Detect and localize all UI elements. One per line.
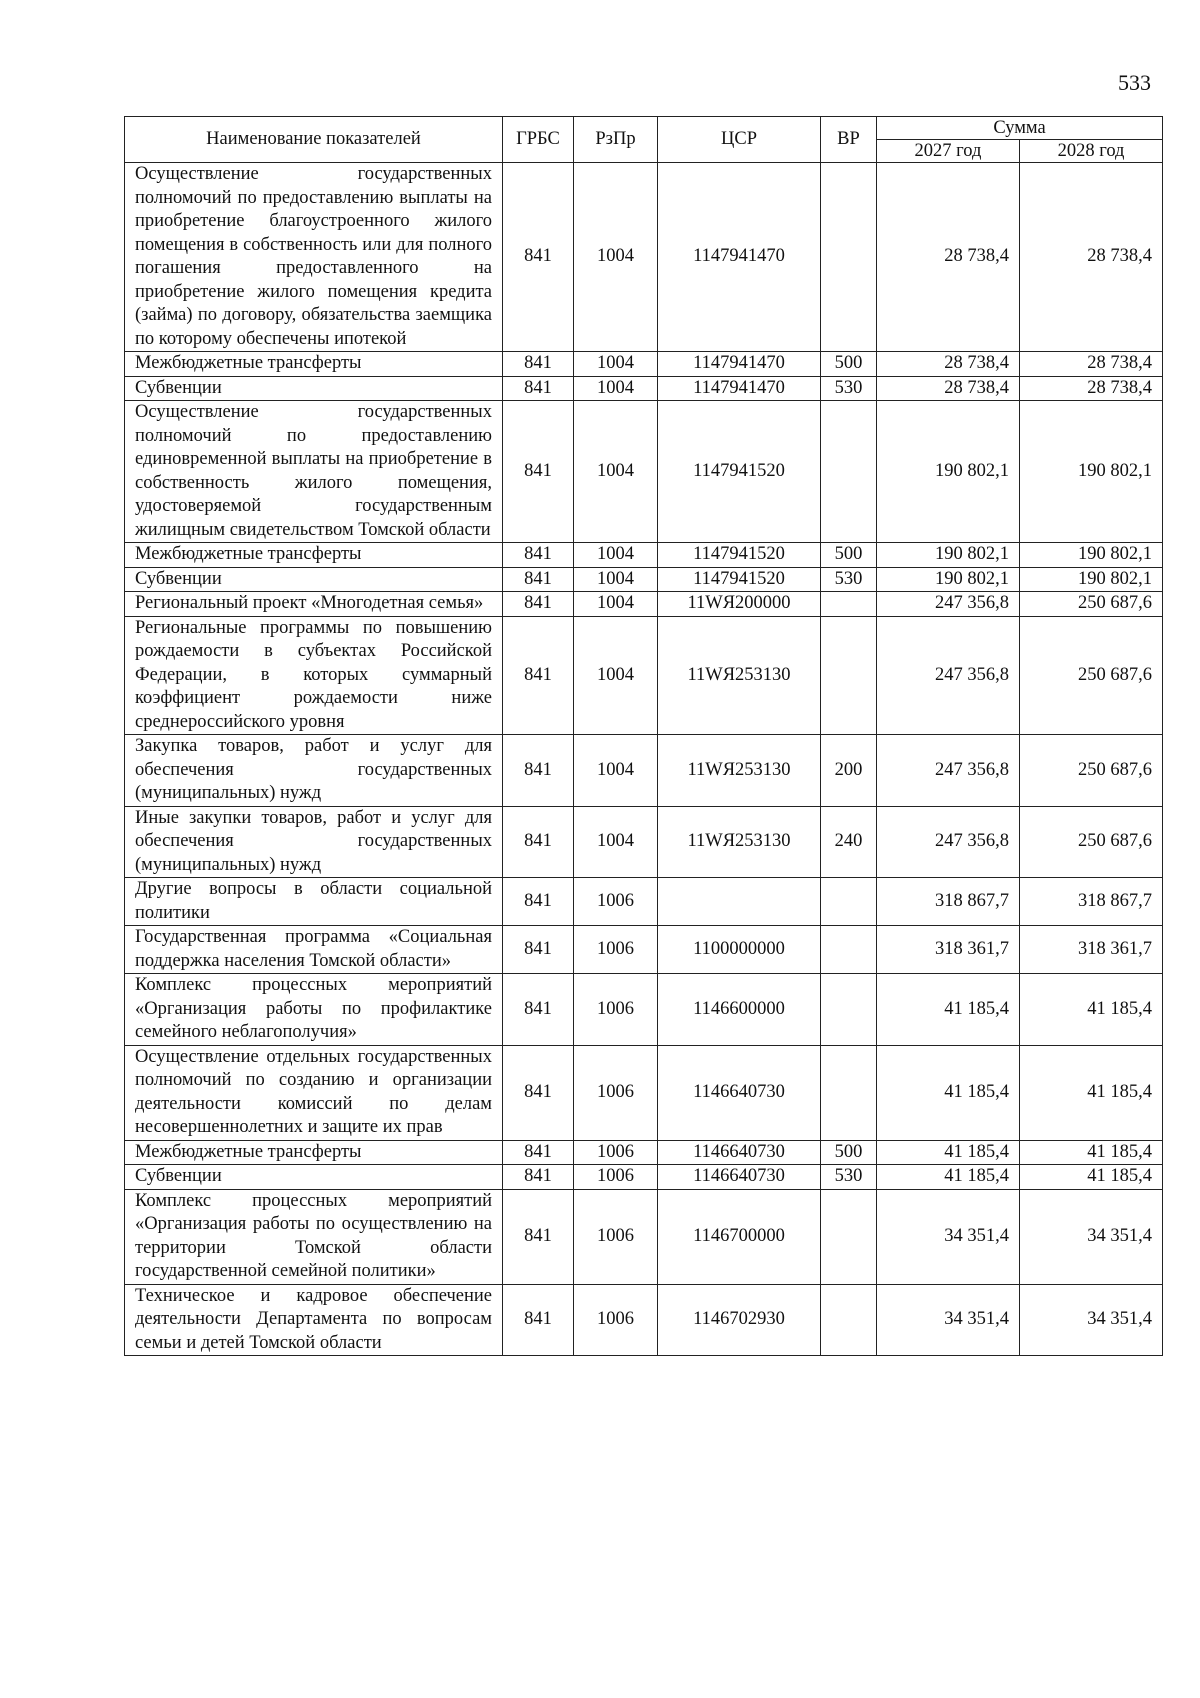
cell-name: Осуществление отдельных государственных полномочий по созданию и организации деятельности комиссий по делам несовершеннолетних и защите их прав xyxy=(125,1045,503,1140)
header-year-2027: 2027 год xyxy=(877,140,1020,163)
cell-sum-2027: 41 185,4 xyxy=(877,974,1020,1046)
cell-sum-2027: 190 802,1 xyxy=(877,543,1020,568)
cell-vr xyxy=(821,974,877,1046)
cell-sum-2028: 250 687,6 xyxy=(1020,616,1163,735)
cell-sum-2027: 190 802,1 xyxy=(877,401,1020,543)
table-row xyxy=(125,163,1163,352)
cell-csr: 11WЯ253130 xyxy=(658,616,821,735)
cell-vr xyxy=(821,1284,877,1356)
cell-vr: 240 xyxy=(821,806,877,878)
cell-grbs: 841 xyxy=(503,592,574,617)
cell-grbs: 841 xyxy=(503,1045,574,1140)
cell-vr: 530 xyxy=(821,1165,877,1190)
cell-sum-2027: 28 738,4 xyxy=(877,352,1020,377)
cell-grbs: 841 xyxy=(503,543,574,568)
cell-name: Осуществление государственных полномочий по предоставлению единовременной выплаты на приобретение в собственность жилого помещения, удостоверяемой государственным жилищным свидетельством Томской области xyxy=(125,401,503,543)
cell-sum-2027: 41 185,4 xyxy=(877,1165,1020,1190)
cell-rzpr: 1004 xyxy=(574,735,658,807)
cell-grbs: 841 xyxy=(503,616,574,735)
cell-vr xyxy=(821,401,877,543)
cell-grbs: 841 xyxy=(503,376,574,401)
cell-vr: 500 xyxy=(821,352,877,377)
cell-name: Субвенции xyxy=(125,1165,503,1190)
table-row xyxy=(125,1165,1163,1190)
cell-sum-2028: 41 185,4 xyxy=(1020,974,1163,1046)
cell-sum-2027: 247 356,8 xyxy=(877,806,1020,878)
cell-rzpr: 1004 xyxy=(574,352,658,377)
cell-name: Межбюджетные трансферты xyxy=(125,352,503,377)
cell-grbs: 841 xyxy=(503,352,574,377)
cell-name: Комплекс процессных мероприятий «Организация работы по профилактике семейного неблагополучия» xyxy=(125,974,503,1046)
cell-sum-2028: 41 185,4 xyxy=(1020,1165,1163,1190)
cell-sum-2027: 28 738,4 xyxy=(877,376,1020,401)
header-sum: Сумма xyxy=(877,117,1163,140)
cell-name: Комплекс процессных мероприятий «Организация работы по осуществлению на территории Томской области государственной семейной политики» xyxy=(125,1189,503,1284)
cell-rzpr: 1004 xyxy=(574,616,658,735)
cell-csr: 11WЯ200000 xyxy=(658,592,821,617)
cell-csr: 1146600000 xyxy=(658,974,821,1046)
cell-csr: 1147941520 xyxy=(658,567,821,592)
cell-grbs: 841 xyxy=(503,1189,574,1284)
cell-sum-2027: 318 361,7 xyxy=(877,926,1020,974)
cell-grbs: 841 xyxy=(503,1140,574,1165)
cell-rzpr: 1004 xyxy=(574,592,658,617)
cell-csr: 1147941520 xyxy=(658,543,821,568)
table-row xyxy=(125,1045,1163,1140)
cell-name: Субвенции xyxy=(125,567,503,592)
table-row xyxy=(125,1284,1163,1356)
cell-sum-2028: 28 738,4 xyxy=(1020,163,1163,352)
table-row xyxy=(125,878,1163,926)
cell-sum-2028: 250 687,6 xyxy=(1020,806,1163,878)
cell-csr: 1146640730 xyxy=(658,1045,821,1140)
cell-name: Государственная программа «Социальная поддержка населения Томской области» xyxy=(125,926,503,974)
cell-name: Другие вопросы в области социальной политики xyxy=(125,878,503,926)
cell-sum-2028: 28 738,4 xyxy=(1020,376,1163,401)
cell-csr: 1146702930 xyxy=(658,1284,821,1356)
cell-rzpr: 1004 xyxy=(574,163,658,352)
cell-grbs: 841 xyxy=(503,926,574,974)
cell-rzpr: 1004 xyxy=(574,401,658,543)
cell-sum-2028: 41 185,4 xyxy=(1020,1140,1163,1165)
cell-rzpr: 1004 xyxy=(574,567,658,592)
table-row xyxy=(125,543,1163,568)
cell-sum-2028: 250 687,6 xyxy=(1020,735,1163,807)
header-year-2028: 2028 год xyxy=(1020,140,1163,163)
cell-vr: 500 xyxy=(821,1140,877,1165)
table-row xyxy=(125,974,1163,1046)
cell-rzpr: 1004 xyxy=(574,376,658,401)
table-row xyxy=(125,616,1163,735)
cell-sum-2027: 247 356,8 xyxy=(877,735,1020,807)
table-row xyxy=(125,592,1163,617)
cell-vr: 530 xyxy=(821,567,877,592)
cell-name: Региональные программы по повышению рождаемости в субъектах Российской Федерации, в которых суммарный коэффициент рождаемости ниже среднероссийского уровня xyxy=(125,616,503,735)
cell-sum-2028: 318 361,7 xyxy=(1020,926,1163,974)
cell-sum-2027: 318 867,7 xyxy=(877,878,1020,926)
table-row xyxy=(125,376,1163,401)
header-name: Наименование показателей xyxy=(125,117,503,163)
cell-csr: 1100000000 xyxy=(658,926,821,974)
cell-grbs: 841 xyxy=(503,401,574,543)
cell-grbs: 841 xyxy=(503,1284,574,1356)
table-header xyxy=(125,117,1163,163)
cell-grbs: 841 xyxy=(503,567,574,592)
cell-name: Иные закупки товаров, работ и услуг для обеспечения государственных (муниципальных) нужд xyxy=(125,806,503,878)
cell-csr: 11WЯ253130 xyxy=(658,735,821,807)
table-row xyxy=(125,1189,1163,1284)
table-row xyxy=(125,401,1163,543)
cell-csr: 1147941470 xyxy=(658,376,821,401)
cell-sum-2027: 34 351,4 xyxy=(877,1284,1020,1356)
cell-vr xyxy=(821,616,877,735)
cell-sum-2027: 28 738,4 xyxy=(877,163,1020,352)
cell-vr xyxy=(821,163,877,352)
cell-csr: 1146640730 xyxy=(658,1140,821,1165)
cell-csr: 1146640730 xyxy=(658,1165,821,1190)
cell-sum-2028: 34 351,4 xyxy=(1020,1284,1163,1356)
table-row xyxy=(125,735,1163,807)
header-vr: ВР xyxy=(821,117,877,163)
table-row xyxy=(125,567,1163,592)
cell-sum-2028: 190 802,1 xyxy=(1020,567,1163,592)
table-body xyxy=(125,163,1163,1356)
cell-rzpr: 1006 xyxy=(574,1284,658,1356)
header-grbs: ГРБС xyxy=(503,117,574,163)
cell-sum-2028: 34 351,4 xyxy=(1020,1189,1163,1284)
cell-rzpr: 1004 xyxy=(574,806,658,878)
cell-rzpr: 1006 xyxy=(574,878,658,926)
cell-sum-2028: 318 867,7 xyxy=(1020,878,1163,926)
cell-name: Закупка товаров, работ и услуг для обеспечения государственных (муниципальных) нужд xyxy=(125,735,503,807)
cell-vr xyxy=(821,1045,877,1140)
cell-rzpr: 1004 xyxy=(574,543,658,568)
cell-csr: 1147941470 xyxy=(658,352,821,377)
cell-vr xyxy=(821,592,877,617)
cell-sum-2028: 190 802,1 xyxy=(1020,401,1163,543)
cell-sum-2027: 41 185,4 xyxy=(877,1140,1020,1165)
cell-sum-2027: 247 356,8 xyxy=(877,592,1020,617)
cell-sum-2027: 247 356,8 xyxy=(877,616,1020,735)
cell-name: Техническое и кадровое обеспечение деятельности Департамента по вопросам семьи и детей Томской области xyxy=(125,1284,503,1356)
cell-csr: 1146700000 xyxy=(658,1189,821,1284)
cell-grbs: 841 xyxy=(503,163,574,352)
table-row xyxy=(125,926,1163,974)
cell-csr: 1147941470 xyxy=(658,163,821,352)
cell-rzpr: 1006 xyxy=(574,1189,658,1284)
table-row xyxy=(125,352,1163,377)
cell-name: Субвенции xyxy=(125,376,503,401)
cell-grbs: 841 xyxy=(503,806,574,878)
cell-csr: 11WЯ253130 xyxy=(658,806,821,878)
cell-vr: 530 xyxy=(821,376,877,401)
cell-vr xyxy=(821,926,877,974)
cell-sum-2028: 190 802,1 xyxy=(1020,543,1163,568)
cell-sum-2027: 190 802,1 xyxy=(877,567,1020,592)
cell-rzpr: 1006 xyxy=(574,1140,658,1165)
cell-grbs: 841 xyxy=(503,1165,574,1190)
cell-vr: 500 xyxy=(821,543,877,568)
cell-grbs: 841 xyxy=(503,878,574,926)
cell-rzpr: 1006 xyxy=(574,926,658,974)
budget-table xyxy=(124,116,1163,1356)
cell-csr: 1147941520 xyxy=(658,401,821,543)
page-number: 533 xyxy=(1118,70,1151,95)
cell-grbs: 841 xyxy=(503,974,574,1046)
cell-sum-2028: 28 738,4 xyxy=(1020,352,1163,377)
cell-rzpr: 1006 xyxy=(574,1045,658,1140)
cell-sum-2027: 34 351,4 xyxy=(877,1189,1020,1284)
cell-name: Межбюджетные трансферты xyxy=(125,1140,503,1165)
table-row xyxy=(125,1140,1163,1165)
table-row xyxy=(125,806,1163,878)
cell-vr xyxy=(821,878,877,926)
cell-rzpr: 1006 xyxy=(574,974,658,1046)
cell-vr xyxy=(821,1189,877,1284)
cell-sum-2027: 41 185,4 xyxy=(877,1045,1020,1140)
cell-name: Региональный проект «Многодетная семья» xyxy=(125,592,503,617)
header-rzpr: РзПр xyxy=(574,117,658,163)
cell-grbs: 841 xyxy=(503,735,574,807)
cell-sum-2028: 250 687,6 xyxy=(1020,592,1163,617)
cell-name: Межбюджетные трансферты xyxy=(125,543,503,568)
cell-sum-2028: 41 185,4 xyxy=(1020,1045,1163,1140)
cell-name: Осуществление государственных полномочий по предоставлению выплаты на приобретение благоустроенного жилого помещения в собственность или для полного погашения предоставленного на приобретение жилого помещения кредита (займа) по договору, обязательства заемщика по которому обеспечены ипотекой xyxy=(125,163,503,352)
header-csr: ЦСР xyxy=(658,117,821,163)
cell-vr: 200 xyxy=(821,735,877,807)
cell-rzpr: 1006 xyxy=(574,1165,658,1190)
cell-csr xyxy=(658,878,821,926)
